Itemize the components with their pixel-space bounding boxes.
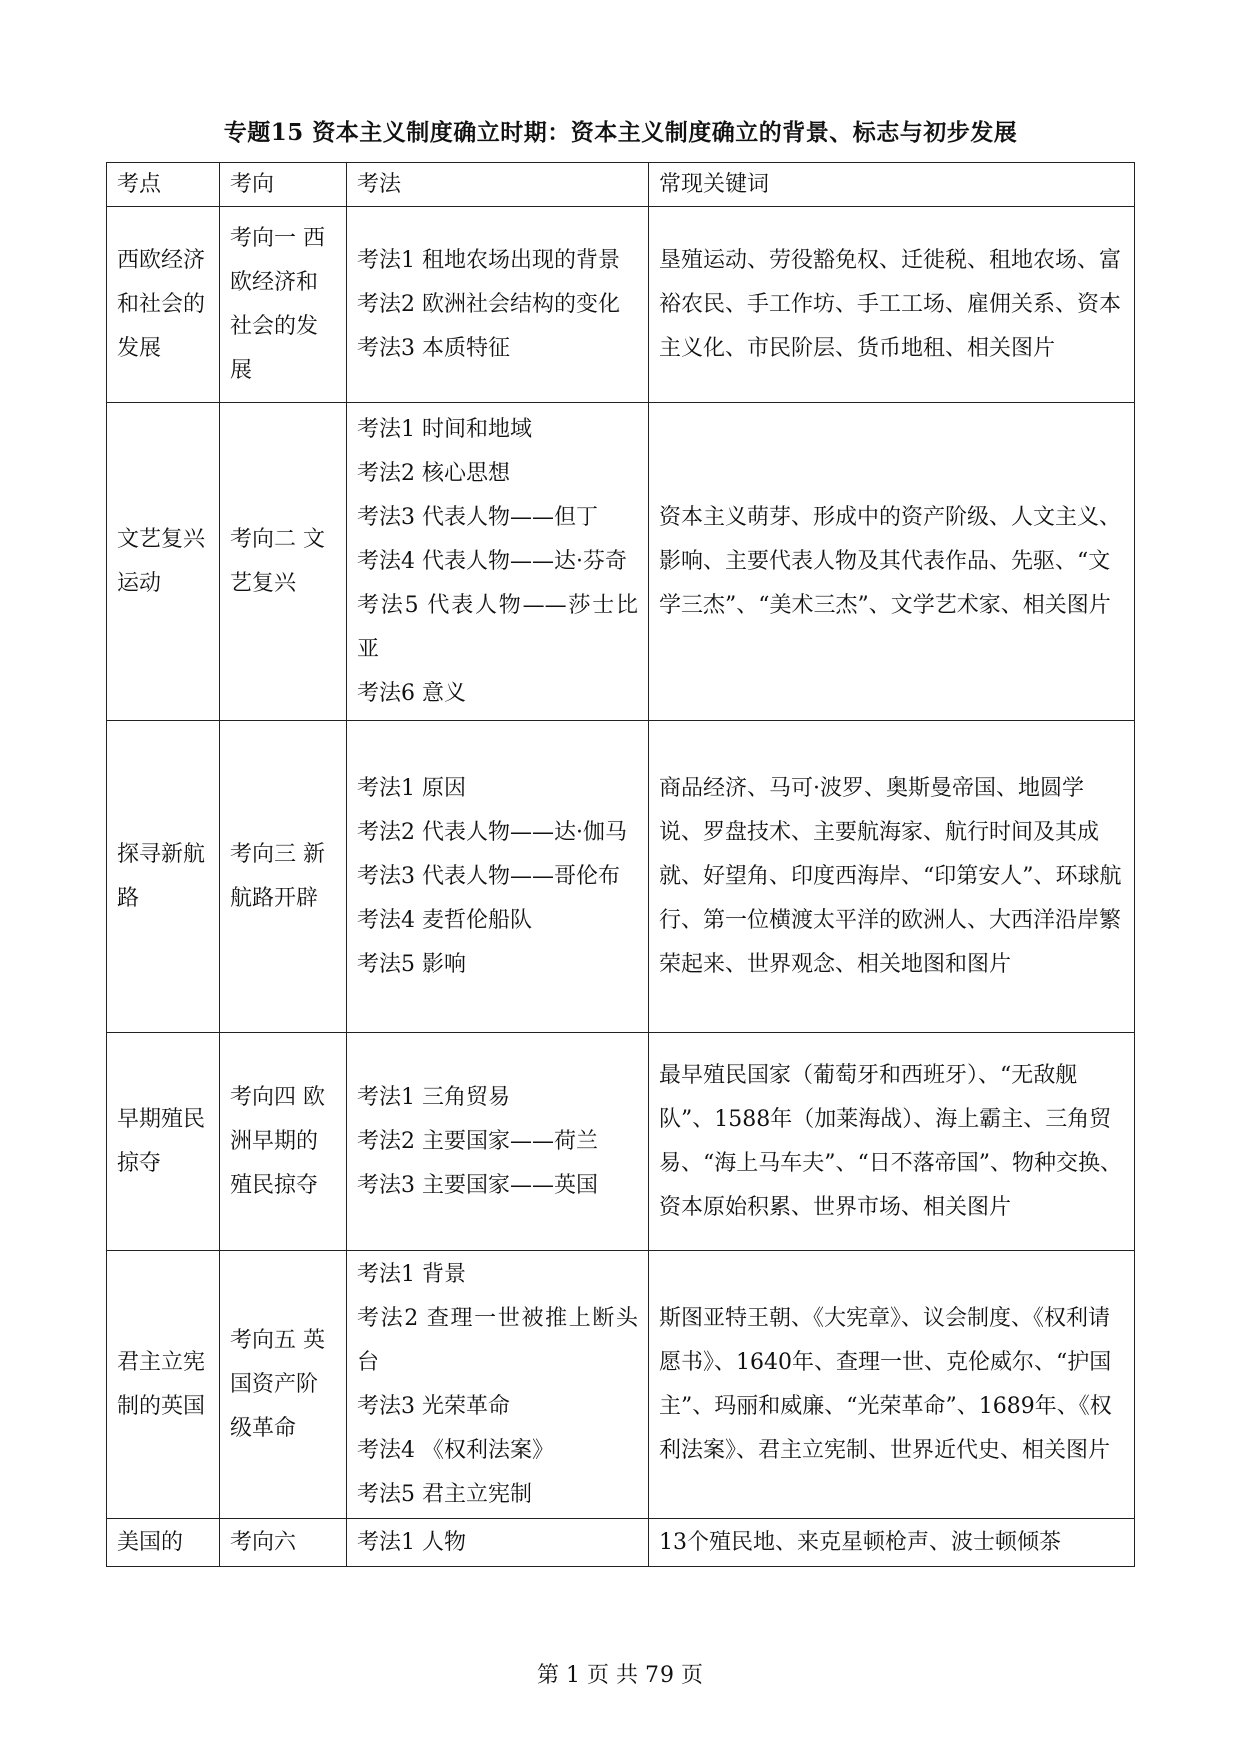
method-item: 考法3 本质特征 — [357, 335, 510, 361]
method-item: 考法4 麦哲伦船队 — [357, 907, 532, 933]
cell-point: 文艺复兴运动 — [107, 403, 220, 721]
cell-direction: 考向三 新航路开辟 — [220, 721, 347, 1033]
cell-point: 美国的 — [107, 1519, 220, 1567]
method-item: 考法3 光荣革命 — [357, 1393, 510, 1419]
cell-point: 西欧经济和社会的发展 — [107, 207, 220, 403]
cell-methods — [347, 403, 649, 721]
cell-direction: 考向一 西欧经济和社会的发展 — [220, 207, 347, 403]
method-item: 考法2 查理一世被推上断头台 — [357, 1305, 638, 1375]
cell-methods — [347, 721, 649, 1033]
footer-page-total: 79 — [645, 1663, 676, 1688]
cell-direction: 考向二 文艺复兴 — [220, 403, 347, 721]
footer-page-unit: 页 — [586, 1663, 610, 1688]
cell-keywords: 资本主义萌芽、形成中的资产阶级、人文主义、影响、主要代表人物及其代表作品、先驱、“文学三杰”、“美术三杰”、文学艺术家、相关图片 — [649, 403, 1135, 721]
method-item: 考法2 欧洲社会结构的变化 — [357, 291, 620, 317]
footer-page-label: 第 — [536, 1663, 560, 1688]
cell-point: 君主立宪制的英国 — [107, 1251, 220, 1519]
page-footer — [0, 1658, 1241, 1689]
method-item: 考法5 代表人物——莎士比亚 — [357, 592, 638, 662]
page-title: 专题15 资本主义制度确立时期：资本主义制度确立的背景、标志与初步发展 — [223, 119, 1018, 146]
method-item: 考法1 租地农场出现的背景 — [357, 247, 620, 273]
footer-page-current: 1 — [565, 1663, 581, 1688]
method-item: 考法5 影响 — [357, 951, 466, 977]
method-item: 考法1 三角贸易 — [357, 1084, 510, 1110]
method-item: 考法6 意义 — [357, 680, 466, 706]
cell-methods — [347, 207, 649, 403]
header-point: 考点 — [107, 163, 220, 207]
cell-point: 探寻新航路 — [107, 721, 220, 1033]
method-item: 考法2 主要国家——荷兰 — [357, 1128, 598, 1154]
cell-keywords: 13个殖民地、来克星顿枪声、波士顿倾茶 — [649, 1519, 1135, 1567]
table-row — [107, 207, 1135, 403]
method-item: 考法1 背景 — [357, 1261, 466, 1287]
cell-direction: 考向五 英国资产阶级革命 — [220, 1251, 347, 1519]
cell-keywords: 最早殖民国家（葡萄牙和西班牙）、“无敌舰队”、1588年（加莱海战）、海上霸主、三角贸易、“海上马车夫”、“日不落帝国”、物种交换、资本原始积累、世界市场、相关图片 — [649, 1033, 1135, 1251]
cell-point: 早期殖民掠夺 — [107, 1033, 220, 1251]
table-header-row — [107, 163, 1135, 207]
method-item: 考法2 核心思想 — [357, 460, 510, 486]
method-item: 考法1 原因 — [357, 775, 466, 801]
method-item: 考法3 代表人物——哥伦布 — [357, 863, 620, 889]
cell-methods — [347, 1033, 649, 1251]
header-keywords: 常现关键词 — [649, 163, 1135, 207]
method-item: 考法1 时间和地域 — [357, 416, 532, 442]
header-method: 考法 — [347, 163, 649, 207]
method-item: 考法2 代表人物——达·伽马 — [357, 819, 627, 845]
footer-total-label: 共 — [616, 1663, 640, 1688]
method-item: 考法5 君主立宪制 — [357, 1481, 532, 1507]
table-row — [107, 1033, 1135, 1251]
cell-keywords: 商品经济、马可·波罗、奥斯曼帝国、地圆学说、罗盘技术、主要航海家、航行时间及其成就、好望角、印度西海岸、“印第安人”、环球航行、第一位横渡太平洋的欧洲人、大西洋沿岸繁荣起来、世界观念、相关地图和图片 — [649, 721, 1135, 1033]
method-item: 考法4 《权利法案》 — [357, 1437, 554, 1463]
cell-direction: 考向四 欧洲早期的殖民掠夺 — [220, 1033, 347, 1251]
method-item: 考法3 主要国家——英国 — [357, 1172, 598, 1198]
cell-methods — [347, 1519, 649, 1567]
topic-table — [106, 162, 1135, 1567]
table-row — [107, 403, 1135, 721]
header-direction: 考向 — [220, 163, 347, 207]
cell-keywords: 斯图亚特王朝、《大宪章》、议会制度、《权利请愿书》、1640年、查理一世、克伦威尔、“护国主”、玛丽和威廉、“光荣革命”、1689年、《权利法案》、君主立宪制、世界近代史、相关图片 — [649, 1251, 1135, 1519]
method-item: 考法4 代表人物——达·芬奇 — [357, 548, 627, 574]
cell-keywords: 垦殖运动、劳役豁免权、迁徙税、租地农场、富裕农民、手工作坊、手工工场、雇佣关系、资本主义化、市民阶层、货币地租、相关图片 — [649, 207, 1135, 403]
table-row — [107, 1251, 1135, 1519]
method-item: 考法1 人物 — [357, 1529, 466, 1555]
footer-total-unit: 页 — [681, 1663, 705, 1688]
method-item: 考法3 代表人物——但丁 — [357, 504, 598, 530]
table-row — [107, 1519, 1135, 1567]
cell-methods — [347, 1251, 649, 1519]
table-row — [107, 721, 1135, 1033]
cell-direction: 考向六 — [220, 1519, 347, 1567]
